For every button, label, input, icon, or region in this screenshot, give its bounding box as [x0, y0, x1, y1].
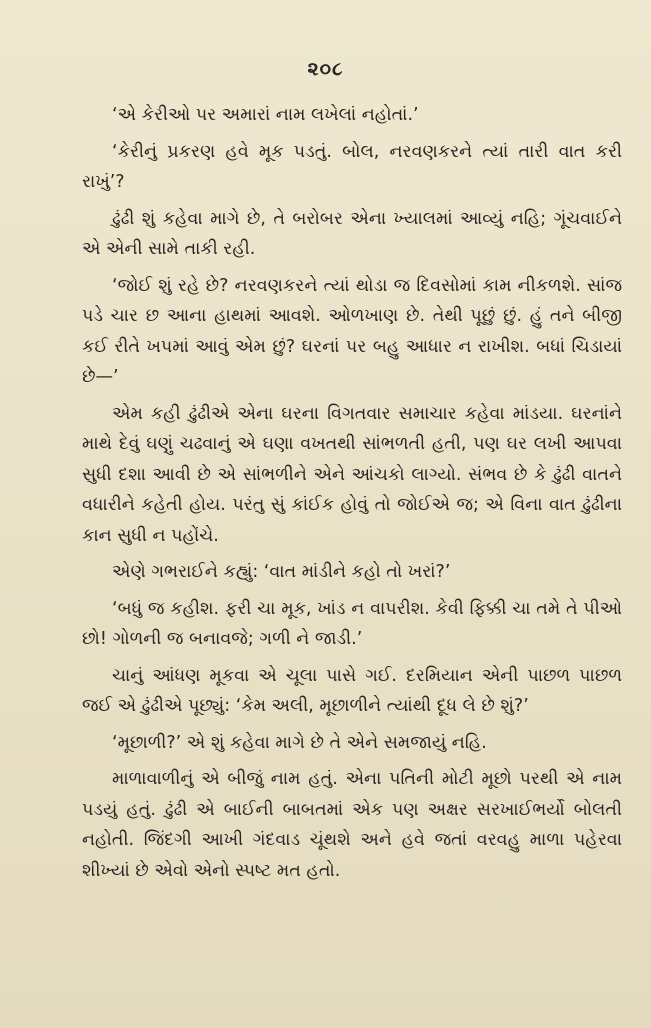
paragraph-5: એમ કહી ઢુંઢીએ એના ઘરના વિગતવાર સમાચાર કહેવા માંડયા. ઘરનાંને માથે દેવું ઘણું ચઢવાનું એ ઘણા વખતથી સાંભળતી હતી, પણ ઘર લખી આપવા સુધી દશા આવી છે એ સાંભળીને એને આંચકો લાગ્યો. સંભવ છે કે ઢુંઢી વાતને વધારીને કહેતી હોય. પરંતુ સું કાંઈક હોવું તો જોઈએ જ; એ વિના વાત ઢુંઢીના કાન સુધી ન પહોંચે.	[82, 403, 622, 546]
body-text	[82, 100, 622, 892]
paragraph-7: ‘બધું જ કહીશ. ફરી ચા મૂક, ખાંડ ન વાપરીશ. કેવી ફિક્કી ચા તમે તે પીઓ છો! ગોળની જ બનાવજે; ગળી ને જાડી.’	[82, 598, 622, 649]
page-number: ૨૦૮	[307, 58, 344, 80]
paragraph-2: ‘કેરીનું પ્રકરણ હવે મૂક પડતું. બોલ, નરવણકરને ત્યાં તારી વાત કરી રાખું’?	[82, 141, 622, 192]
paragraph-1: ‘એ કેરીઓ પર અમારાં નામ લખેલાં નહોતાં.’	[112, 105, 419, 125]
paragraph-10: માળાવાળીનું એ બીજું નામ હતું. એના પતિની મોટી મૂછો પરથી એ નામ પડયું હતું. ઢુંઢી એ બાઈની બાબતમાં એક પણ અક્ષર સરખાઈભર્યો બોલતી નહોતી. જિંદગી આખી ગંદવાડ ચૂંથશે અને હવે જતાં વરવહુ માળા પહેરવા શીખ્યાં છે એવો એનો સ્પષ્ટ મત હતો.	[82, 769, 622, 881]
paragraph-3: ઢુંઢી શું કહેવા માગે છે, તે બરોબર એના ખ્યાલમાં આવ્યું નહિ; ગૂંચવાઈને એ એની સામે તાકી રહી.	[82, 208, 622, 259]
paragraph-9: ‘મૂછાળી?’ એ શું કહેવા માગે છે તે એને સમજાયું નહિ.	[112, 732, 487, 753]
paragraph-6: એણે ગભરાઈને કહ્યું: ‘વાત માંડીને કહો તો ખરાં?’	[112, 562, 451, 582]
paragraph-8: ચાનું આંધણ મૂકવા એ ચૂલા પાસે ગઈ. દરમિયાન એની પાછળ પાછળ જઈ એ ઢુંઢીએ પૂછ્યું: ‘કેમ અલી, મૂછાળીને ત્યાંથી દૂધ લે છે શું?’	[82, 665, 622, 716]
paragraph-4: ‘જોઈ શું રહે છે? નરવણકરને ત્યાં થોડા જ દિવસોમાં કામ નીકળશે. સાંજ પડે ચાર છ આના હાથમાં આવશે. ઓળખાણ છે. તેથી પૂછું છું. હું તને બીજી કઈ રીતે ખપમાં આવું એમ છું? ઘરનાં પર બહુ આધાર ન રાખીશ. બધાં ચિડાયાં છે—’	[82, 275, 622, 387]
